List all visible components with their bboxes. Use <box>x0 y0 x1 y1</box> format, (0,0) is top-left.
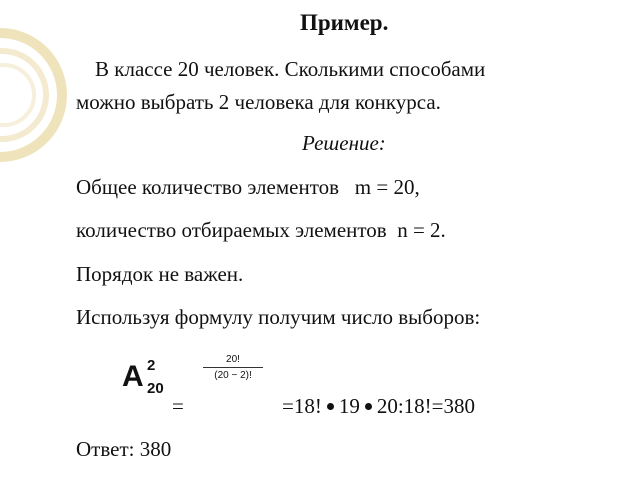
answer-line: Ответ: 380 <box>76 437 172 461</box>
arrangement-symbol <box>120 352 180 394</box>
arrangement-superscript: 2 <box>147 357 156 374</box>
order-line: Порядок не важен. <box>76 262 244 286</box>
total-elements-line: Общее количество элементов m = 20, <box>76 175 420 199</box>
problem-line-2: можно выбрать 2 человека для конкурса. <box>76 90 441 114</box>
problem-line-1: В классе 20 человек. Сколькими способами <box>95 57 486 81</box>
solution-heading: Решение: <box>302 131 386 155</box>
arrangement-subscript: 20 <box>147 380 164 394</box>
factorial-fraction <box>203 354 263 381</box>
fraction-bar <box>203 367 263 368</box>
fraction-denominator: (20 − 2)! <box>214 370 252 381</box>
arrangement-letter: A <box>122 360 144 393</box>
multiply-dot-icon <box>365 403 372 410</box>
selected-elements-line: количество отбираемых элементов n = 2. <box>76 218 446 242</box>
equals-sign: = <box>172 394 184 418</box>
formula-intro-line: Используя формулу получим число выборов: <box>76 305 481 329</box>
result-part-3: 20:18!=380 <box>376 394 476 418</box>
fraction-numerator: 20! <box>226 354 240 365</box>
result-part-2: 19 <box>338 394 360 418</box>
result-part-1: =18! <box>282 394 322 418</box>
computation-result <box>282 396 475 417</box>
multiply-dot-icon <box>327 403 334 410</box>
slide-title: Пример. <box>300 10 389 35</box>
